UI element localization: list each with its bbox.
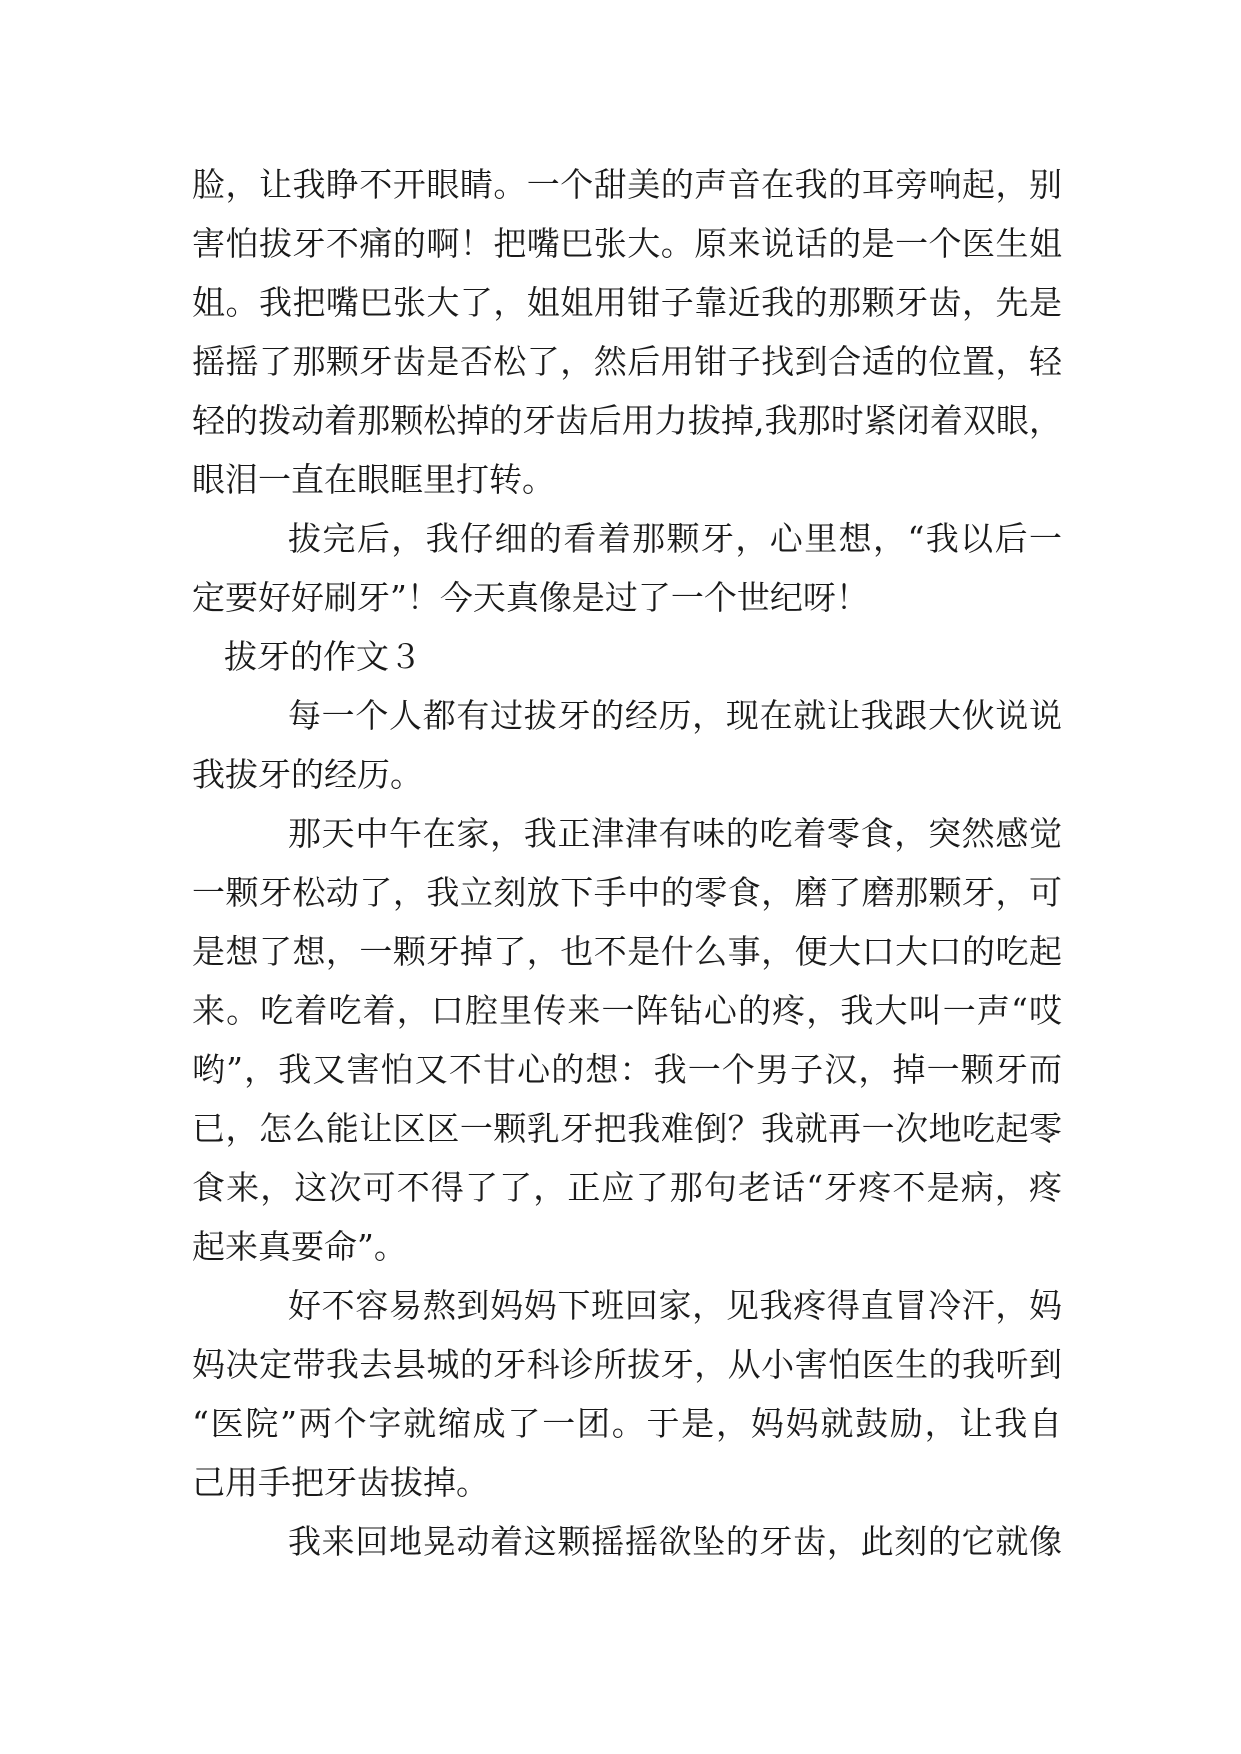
text-line: 眼泪一直在眼眶里打转。 <box>192 460 555 499</box>
text-line: 摇摇了那颗牙齿是否松了，然后用钳子找到合适的位置，轻 <box>192 342 1062 381</box>
text-line: 我拔牙的经历。 <box>192 755 423 794</box>
text-line: 一颗牙松动了，我立刻放下手中的零食，磨了磨那颗牙，可 <box>192 873 1062 912</box>
text-line: 是想了想，一颗牙掉了，也不是什么事，便大口大口的吃起 <box>192 932 1062 971</box>
paragraph-first-line: 每一个人都有过拔牙的经历，现在就让我跟大伙说说 <box>288 696 1062 735</box>
paragraph-first-line: 那天中午在家，我正津津有味的吃着零食，突然感觉 <box>288 814 1062 853</box>
text-line: 定要好好刷牙”！今天真像是过了一个世纪呀！ <box>192 578 869 617</box>
text-line: “医院”两个字就缩成了一团。于是，妈妈就鼓励，让我自 <box>192 1404 1062 1443</box>
paragraph-first-line: 拔完后，我仔细的看着那颗牙，心里想，“我以后一 <box>288 519 1062 558</box>
text-line: 姐。我把嘴巴张大了，姐姐用钳子靠近我的那颗牙齿，先是 <box>192 283 1062 322</box>
text-line: 已，怎么能让区区一颗乳牙把我难倒？我就再一次地吃起零 <box>192 1109 1062 1148</box>
text-line: 轻的拨动着那颗松掉的牙齿后用力拔掉,我那时紧闭着双眼， <box>192 401 1062 440</box>
text-line: 哟”，我又害怕又不甘心的想：我一个男子汉，掉一颗牙而 <box>192 1050 1062 1089</box>
text-line: 妈决定带我去县城的牙科诊所拔牙，从小害怕医生的我听到 <box>192 1345 1062 1384</box>
text-line: 己用手把牙齿拔掉。 <box>192 1463 489 1502</box>
text-line: 起来真要命”。 <box>192 1227 407 1266</box>
text-line: 食来，这次可不得了了，正应了那句老话“牙疼不是病，疼 <box>192 1168 1062 1207</box>
section-heading: 拔牙的作文３ <box>224 637 422 676</box>
text-line: 来。吃着吃着，口腔里传来一阵钻心的疼，我大叫一声“哎 <box>192 991 1062 1030</box>
paragraph-first-line: 好不容易熬到妈妈下班回家，见我疼得直冒冷汗，妈 <box>288 1286 1062 1325</box>
text-line: 害怕拔牙不痛的啊！把嘴巴张大。原来说话的是一个医生姐 <box>192 224 1062 263</box>
text-line: 脸，让我睁不开眼睛。一个甜美的声音在我的耳旁响起，别 <box>192 165 1062 204</box>
paragraph-first-line: 我来回地晃动着这颗摇摇欲坠的牙齿，此刻的它就像 <box>288 1522 1062 1561</box>
